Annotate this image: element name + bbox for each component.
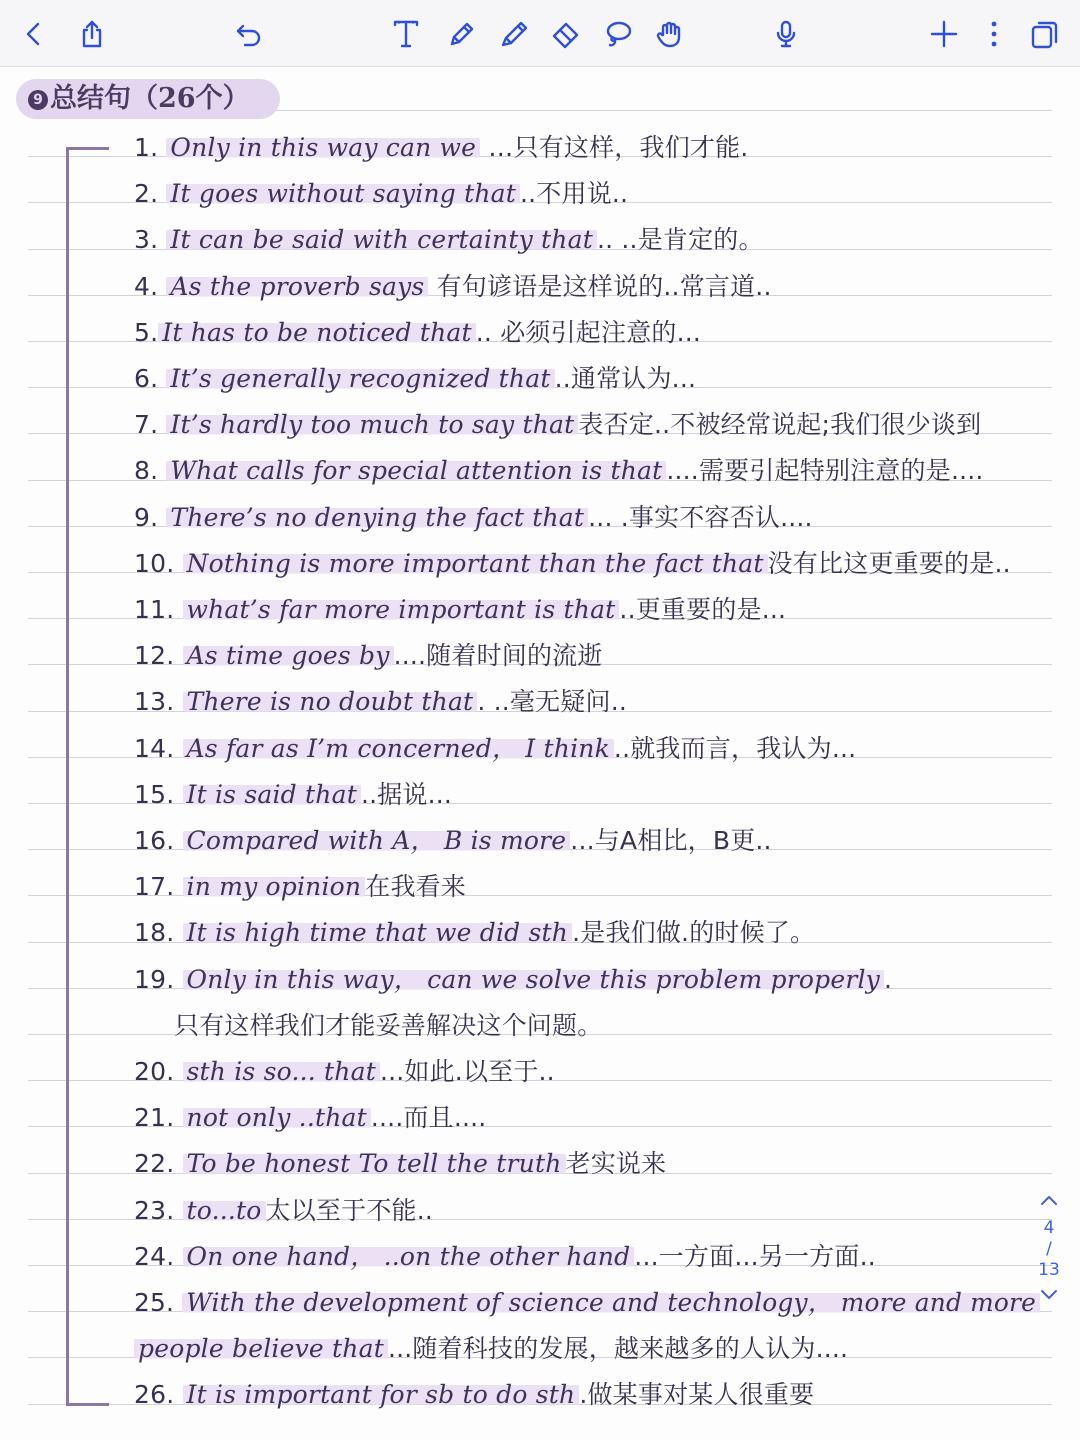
sentence-number: 20.	[134, 1057, 183, 1086]
english-phrase: What calls for special attention is that	[166, 456, 666, 485]
sentence-line	[134, 402, 981, 448]
sentence-number: 25.	[134, 1288, 183, 1317]
sentence-line	[134, 495, 813, 541]
sentence-number: 15.	[134, 779, 183, 809]
sentence-line	[134, 1372, 814, 1418]
chinese-meaning: 有句谚语是这样说的..常言道..	[428, 271, 772, 301]
microphone-icon[interactable]	[764, 12, 808, 56]
sentence-number: 9.	[134, 502, 167, 532]
chinese-meaning: 在我看来	[365, 872, 467, 902]
chinese-meaning: ..不用说..	[520, 179, 629, 209]
chinese-meaning: .是我们做.的时候了。	[572, 918, 816, 948]
more-icon[interactable]	[972, 12, 1016, 56]
english-phrase: To be honest To tell the truth	[183, 1149, 566, 1178]
english-phrase: Only in this way， can we solve this problem properly	[183, 965, 884, 994]
chinese-meaning: ... .事实不容否认....	[588, 502, 813, 532]
share-icon[interactable]	[70, 12, 114, 56]
chevron-down-icon[interactable]	[1030, 1287, 1068, 1313]
chinese-meaning: 没有比这更重要的是..	[767, 548, 1011, 578]
english-phrase: There is no doubt that	[183, 687, 478, 716]
english-phrase: As time goes by	[183, 641, 394, 670]
sentence-number: 4.	[134, 271, 167, 301]
english-phrase: As the proverb says	[166, 272, 428, 301]
sentence-line	[134, 679, 627, 725]
sentence-number: 18.	[134, 918, 183, 948]
eraser-tool-icon[interactable]	[544, 12, 588, 56]
english-phrase: It’s hardly too much to say that	[166, 410, 578, 439]
english-phrase: It has to be noticed that	[158, 318, 475, 347]
sentence-line	[134, 448, 984, 494]
sentence-line	[134, 772, 452, 818]
text-tool-icon[interactable]	[384, 12, 428, 56]
highlighter-tool-icon[interactable]	[492, 12, 536, 56]
chinese-meaning: .. ..是肯定的。	[596, 225, 764, 255]
sentence-line	[174, 1003, 602, 1049]
add-icon[interactable]	[922, 12, 966, 56]
chinese-meaning: ..通常认为...	[554, 364, 697, 393]
page-separator: /	[1046, 1239, 1052, 1259]
pages-icon[interactable]	[1022, 12, 1066, 56]
sentence-line	[134, 1326, 848, 1372]
sentence-line	[134, 864, 466, 910]
english-phrase: Only in this way can we	[166, 133, 480, 162]
english-phrase: There’s no denying the fact that	[166, 503, 588, 532]
sentence-number: 3.	[134, 225, 167, 255]
section-heading	[16, 79, 280, 119]
sentence-line	[134, 541, 1011, 587]
chinese-meaning: 表否定..不被经常说起;我们很少谈到	[578, 410, 982, 440]
sentence-number: 26.	[134, 1380, 183, 1410]
bracket-decoration	[66, 147, 109, 1406]
sentence-number: 14.	[134, 733, 183, 763]
sentence-number: 5.	[134, 317, 159, 347]
sentence-number: 16.	[134, 826, 183, 855]
sentence-number: 10.	[134, 548, 183, 578]
english-phrase: in my opinion	[183, 872, 366, 901]
english-phrase: As far as I’m concerned， I think	[183, 734, 614, 763]
sentence-number: 12.	[134, 641, 183, 671]
sentence-line	[134, 1141, 666, 1187]
chinese-meaning: 老实说来	[565, 1149, 667, 1179]
sentence-number: 21.	[134, 1103, 183, 1133]
english-phrase: Compared with A， B is more	[183, 826, 571, 855]
section-heading-text: 总结句（26个）	[50, 83, 250, 114]
chinese-meaning: ..就我而言，我认为...	[613, 733, 857, 763]
sentence-line	[134, 1095, 486, 1141]
sentence-number: 1.	[134, 133, 167, 162]
note-page[interactable]	[0, 67, 1080, 1440]
english-phrase: what’s far more important is that	[183, 595, 620, 624]
pen-tool-icon[interactable]	[440, 12, 484, 56]
chinese-meaning: ....需要引起特别注意的是....	[666, 456, 984, 486]
chinese-meaning: ..据说...	[360, 779, 453, 809]
toolbar	[0, 0, 1080, 67]
sentence-line	[134, 957, 892, 1003]
english-phrase: Nothing is more important than the fact that	[183, 549, 768, 578]
sentence-line	[134, 125, 748, 171]
back-icon[interactable]	[12, 12, 56, 56]
english-phrase: It goes without saying that	[166, 179, 520, 208]
chinese-meaning: ..更重要的是...	[619, 595, 787, 624]
chinese-meaning: 只有这样我们才能妥善解决这个问题。	[174, 1010, 603, 1040]
english-phrase: With the development of science and technology， more and more	[182, 1288, 1040, 1317]
sentence-number: 7.	[134, 410, 167, 440]
sentence-line	[134, 726, 856, 772]
current-page: 4	[1043, 1218, 1055, 1238]
english-phrase: It is said that	[183, 780, 361, 809]
sentence-line	[134, 1049, 555, 1095]
chinese-meaning: ....而且....	[370, 1103, 487, 1133]
english-phrase: It can be said with certainty that	[166, 225, 597, 254]
sentence-number: 2.	[134, 179, 167, 209]
section-number-badge: 9	[28, 90, 48, 110]
english-phrase: It is high time that we did sth	[183, 918, 573, 947]
sentence-line	[134, 1234, 876, 1280]
sentence-number: 24.	[134, 1241, 183, 1271]
chinese-meaning: ...与A相比，B更..	[570, 826, 772, 855]
chinese-meaning: ...如此.以至于..	[379, 1057, 555, 1086]
sentence-number: 23.	[134, 1195, 183, 1225]
chinese-meaning: .做某事对某人很重要	[579, 1380, 815, 1410]
english-phrase: to...to	[183, 1196, 266, 1225]
english-phrase: not only ..that	[183, 1103, 371, 1132]
sentence-number: 6.	[134, 364, 167, 393]
english-phrase: people believe that	[134, 1334, 388, 1363]
english-phrase: It’s generally recognized that	[166, 364, 554, 393]
undo-icon[interactable]	[227, 12, 271, 56]
chinese-meaning: ...一方面...另一方面..	[634, 1241, 876, 1271]
hand-tool-icon[interactable]	[648, 12, 692, 56]
english-phrase: It is important for sb to do sth	[183, 1380, 580, 1409]
sentence-line	[134, 217, 764, 263]
chinese-meaning: ...随着科技的发展，越来越多的人认为....	[387, 1334, 849, 1364]
chevron-up-icon[interactable]	[1030, 1192, 1068, 1218]
chinese-meaning: . ..毫无疑问..	[477, 687, 627, 717]
sentence-number: 13.	[134, 687, 183, 717]
sentence-line	[134, 310, 701, 356]
sentence-line	[134, 171, 628, 217]
sentence-line	[134, 1188, 433, 1234]
sentence-line	[134, 356, 696, 402]
sentence-line	[134, 910, 815, 956]
english-phrase: sth is so... that	[183, 1057, 380, 1086]
sentence-number: 22.	[134, 1149, 183, 1179]
chinese-meaning: …只有这样，我们才能.	[480, 133, 749, 162]
sentence-line	[134, 264, 772, 310]
chinese-meaning: ....随着时间的流逝	[393, 641, 603, 671]
page-indicator	[1030, 1192, 1068, 1342]
chinese-meaning: .	[884, 964, 893, 994]
sentence-number: 11.	[134, 595, 183, 624]
total-pages: 13	[1038, 1260, 1060, 1280]
sentence-number: 19.	[134, 964, 183, 994]
chinese-meaning: 太以至于不能..	[265, 1195, 434, 1225]
sentence-line	[134, 633, 603, 679]
sentence-line	[134, 587, 786, 633]
sentence-number: 17.	[134, 872, 183, 902]
english-phrase: On one hand， ..on the other hand	[183, 1242, 635, 1271]
sentence-line	[134, 818, 772, 864]
lasso-tool-icon[interactable]	[596, 12, 640, 56]
sentence-number: 8.	[134, 456, 167, 486]
sentence-line	[134, 1280, 1040, 1326]
chinese-meaning: .. 必须引起注意的...	[475, 317, 702, 347]
